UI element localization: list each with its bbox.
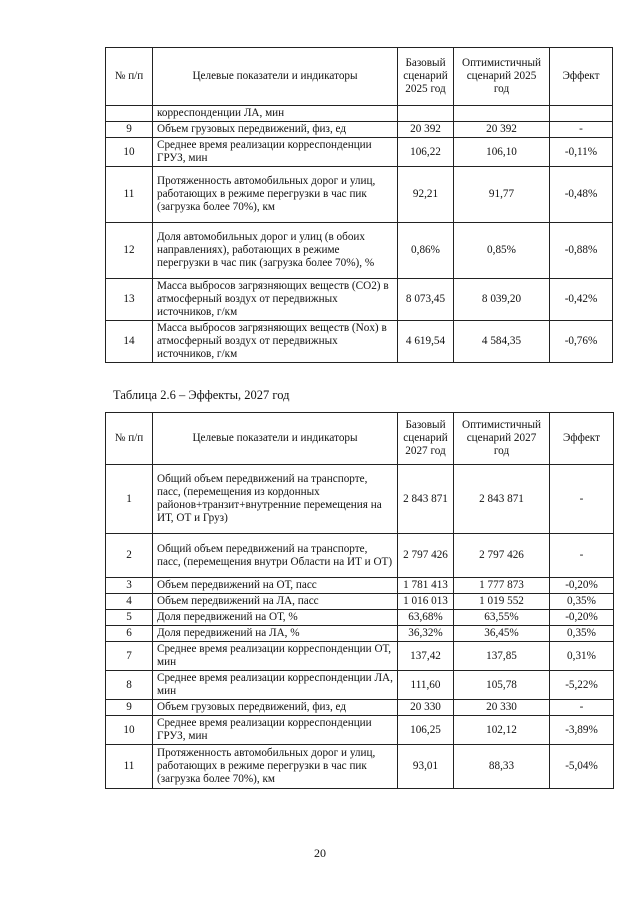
cell-optimistic: 88,33: [454, 745, 550, 789]
cell-effect: 0,31%: [550, 642, 614, 671]
cell-effect: -: [550, 700, 614, 716]
cell-base: 63,68%: [398, 610, 454, 626]
cell-effect: 0,35%: [550, 626, 614, 642]
cell-optimistic: 137,85: [454, 642, 550, 671]
cell-indicator: Среднее время реализации корреспонденции ГРУЗ, мин: [153, 138, 398, 167]
cell-number: 4: [106, 594, 153, 610]
cell-indicator: Масса выбросов загрязняющих веществ (CO2) в атмосферный воздух от передвижных источников, г/км: [153, 279, 398, 321]
table-row: [106, 465, 614, 534]
cell-base: 2 843 871: [398, 465, 454, 534]
header-effect: Эффект: [550, 413, 614, 465]
cell-base: 93,01: [398, 745, 454, 789]
cell-optimistic: 1 777 873: [454, 578, 550, 594]
cell-indicator: Объем передвижений на ОТ, пасс: [153, 578, 398, 594]
cell-optimistic: 0,85%: [454, 223, 550, 279]
cell-indicator: Доля автомобильных дорог и улиц (в обоих направлениях), работающих в режиме перегрузки в час пик (загрузка более 70%), %: [153, 223, 398, 279]
cell-effect: -0,88%: [550, 223, 613, 279]
header-optimistic-scenario: Оптимистичный сценарий 2027 год: [454, 413, 550, 465]
cell-indicator: Общий объем передвижений на транспорте, пасс, (перемещения из кордонных районов+транзит+внутренние перемещения на ИТ, ОТ и Груз): [153, 465, 398, 534]
cell-number: 14: [106, 321, 153, 363]
cell-base: 8 073,45: [398, 279, 454, 321]
table-row: [106, 626, 614, 642]
table-row: [106, 716, 614, 745]
table-row: [106, 745, 614, 789]
header-base-scenario: Базовый сценарий 2025 год: [398, 48, 454, 106]
cell-base: [398, 106, 454, 122]
cell-base: 137,42: [398, 642, 454, 671]
cell-indicator: Среднее время реализации корреспонденции ЛА, мин: [153, 671, 398, 700]
cell-base: 111,60: [398, 671, 454, 700]
cell-effect: -: [550, 534, 614, 578]
effects-table-2025: [105, 47, 613, 363]
cell-effect: -0,20%: [550, 578, 614, 594]
header-number: № п/п: [106, 48, 153, 106]
cell-number: [106, 106, 153, 122]
cell-indicator: Протяженность автомобильных дорог и улиц, работающих в режиме перегрузки в час пик (загрузка более 70%), км: [153, 167, 398, 223]
cell-effect: -5,04%: [550, 745, 614, 789]
cell-number: 13: [106, 279, 153, 321]
cell-optimistic: 105,78: [454, 671, 550, 700]
table-row: [106, 122, 613, 138]
cell-optimistic: 63,55%: [454, 610, 550, 626]
table-row: [106, 223, 613, 279]
table-row: [106, 642, 614, 671]
cell-optimistic: 20 330: [454, 700, 550, 716]
table-row: [106, 138, 613, 167]
table-header-row: [106, 413, 614, 465]
cell-effect: -0,11%: [550, 138, 613, 167]
cell-optimistic: 36,45%: [454, 626, 550, 642]
cell-indicator: Масса выбросов загрязняющих веществ (Nox) в атмосферный воздух от передвижных источников, г/км: [153, 321, 398, 363]
cell-indicator: корреспонденции ЛА, мин: [153, 106, 398, 122]
cell-number: 10: [106, 716, 153, 745]
table-header-row: [106, 48, 613, 106]
page-number: 20: [314, 846, 326, 860]
cell-base: 92,21: [398, 167, 454, 223]
table-row: [106, 534, 614, 578]
cell-effect: -5,22%: [550, 671, 614, 700]
cell-optimistic: 1 019 552: [454, 594, 550, 610]
cell-number: 11: [106, 745, 153, 789]
cell-optimistic: 106,10: [454, 138, 550, 167]
cell-base: 20 392: [398, 122, 454, 138]
cell-optimistic: 102,12: [454, 716, 550, 745]
table-row: [106, 167, 613, 223]
cell-indicator: Объем передвижений на ЛА, пасс: [153, 594, 398, 610]
cell-indicator: Объем грузовых передвижений, физ, ед: [153, 122, 398, 138]
header-optimistic-scenario: Оптимистичный сценарий 2025 год: [454, 48, 550, 106]
cell-optimistic: 4 584,35: [454, 321, 550, 363]
header-indicators: Целевые показатели и индикаторы: [153, 413, 398, 465]
table-row: [106, 610, 614, 626]
cell-effect: -3,89%: [550, 716, 614, 745]
cell-number: 9: [106, 122, 153, 138]
cell-number: 8: [106, 671, 153, 700]
cell-number: 7: [106, 642, 153, 671]
cell-effect: -: [550, 465, 614, 534]
cell-base: 36,32%: [398, 626, 454, 642]
cell-optimistic: 2 843 871: [454, 465, 550, 534]
cell-effect: 0,35%: [550, 594, 614, 610]
cell-indicator: Протяженность автомобильных дорог и улиц, работающих в режиме перегрузки в час пик (загрузка более 70%), км: [153, 745, 398, 789]
cell-effect: -0,48%: [550, 167, 613, 223]
cell-number: 10: [106, 138, 153, 167]
cell-effect: -0,42%: [550, 279, 613, 321]
table-caption: Таблица 2.6 – Эффекты, 2027 год: [113, 388, 290, 402]
cell-number: 1: [106, 465, 153, 534]
header-number: № п/п: [106, 413, 153, 465]
continuation-row: [106, 106, 613, 122]
cell-indicator: Среднее время реализации корреспонденции ГРУЗ, мин: [153, 716, 398, 745]
table-row: [106, 279, 613, 321]
cell-indicator: Среднее время реализации корреспонденции ОТ, мин: [153, 642, 398, 671]
cell-number: 12: [106, 223, 153, 279]
cell-effect: [550, 106, 613, 122]
cell-indicator: Доля передвижений на ОТ, %: [153, 610, 398, 626]
header-base-scenario: Базовый сценарий 2027 год: [398, 413, 454, 465]
table-row: [106, 671, 614, 700]
cell-number: 5: [106, 610, 153, 626]
cell-base: 106,22: [398, 138, 454, 167]
table-row: [106, 578, 614, 594]
cell-indicator: Доля передвижений на ЛА, %: [153, 626, 398, 642]
cell-number: 6: [106, 626, 153, 642]
cell-base: 0,86%: [398, 223, 454, 279]
cell-base: 4 619,54: [398, 321, 454, 363]
cell-number: 9: [106, 700, 153, 716]
cell-base: 2 797 426: [398, 534, 454, 578]
table-row: [106, 700, 614, 716]
header-indicators: Целевые показатели и индикаторы: [153, 48, 398, 106]
cell-base: 106,25: [398, 716, 454, 745]
cell-base: 1 781 413: [398, 578, 454, 594]
cell-number: 3: [106, 578, 153, 594]
effects-table-2027: [105, 412, 614, 789]
cell-base: 20 330: [398, 700, 454, 716]
cell-optimistic: [454, 106, 550, 122]
cell-number: 2: [106, 534, 153, 578]
cell-indicator: Общий объем передвижений на транспорте, пасс, (перемещения внутри Области на ИТ и ОТ): [153, 534, 398, 578]
header-effect: Эффект: [550, 48, 613, 106]
cell-optimistic: 20 392: [454, 122, 550, 138]
table-row: [106, 321, 613, 363]
cell-effect: -: [550, 122, 613, 138]
table-row: [106, 594, 614, 610]
cell-indicator: Объем грузовых передвижений, физ, ед: [153, 700, 398, 716]
cell-effect: -0,76%: [550, 321, 613, 363]
cell-optimistic: 8 039,20: [454, 279, 550, 321]
cell-effect: -0,20%: [550, 610, 614, 626]
cell-optimistic: 91,77: [454, 167, 550, 223]
cell-base: 1 016 013: [398, 594, 454, 610]
cell-number: 11: [106, 167, 153, 223]
cell-optimistic: 2 797 426: [454, 534, 550, 578]
